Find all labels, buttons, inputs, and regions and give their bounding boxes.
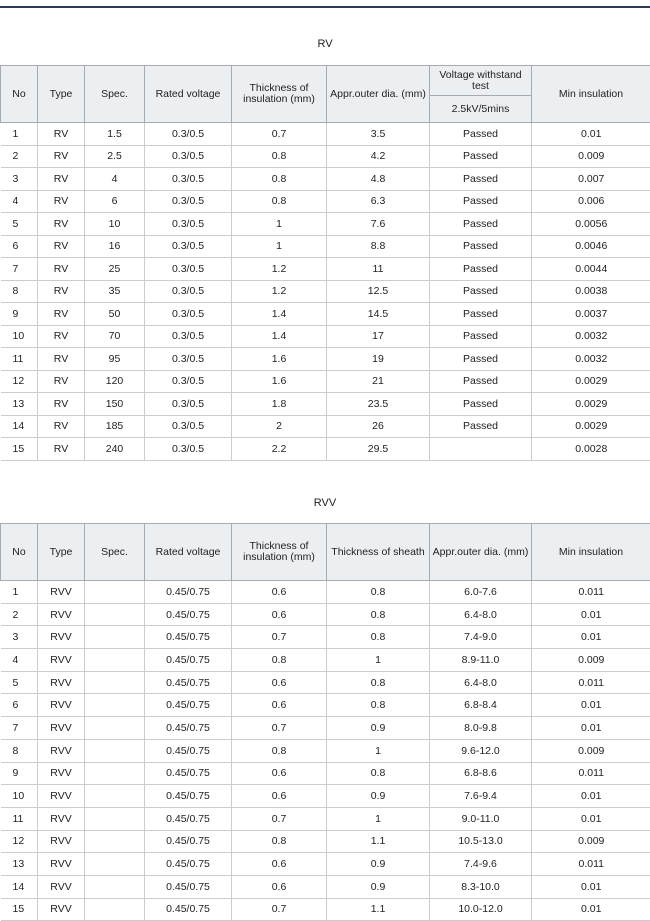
cell-thickness: 1.2 — [232, 258, 327, 281]
cell-min: 0.01 — [532, 785, 650, 808]
rv-header-thickness-insulation: Thickness of insulation (mm) — [232, 66, 327, 123]
cell-min: 0.009 — [532, 739, 650, 762]
cell-spec — [85, 830, 145, 853]
rv-header-rated-voltage: Rated voltage — [145, 66, 232, 123]
table-row — [1, 213, 650, 236]
cell-type: RV — [38, 393, 85, 416]
rvv-header-thickness-insulation: Thickness of insulation (mm) — [232, 524, 327, 581]
cell-sheath: 0.8 — [327, 694, 430, 717]
cell-voltage: 0.45/0.75 — [145, 694, 232, 717]
cell-no: 12 — [1, 830, 38, 853]
cell-min: 0.01 — [532, 123, 650, 146]
cell-thickness: 1.6 — [232, 370, 327, 393]
cell-no: 13 — [1, 393, 38, 416]
cell-min: 0.0029 — [532, 415, 650, 438]
cell-dia: 29.5 — [327, 438, 430, 461]
cell-type: RVV — [38, 603, 85, 626]
cell-dia: 7.4-9.6 — [430, 853, 532, 876]
cell-spec — [85, 671, 145, 694]
cell-sheath: 0.9 — [327, 717, 430, 740]
rvv-header-type: Type — [38, 524, 85, 581]
cell-no: 6 — [1, 694, 38, 717]
table-row — [1, 694, 650, 717]
cell-thickness: 0.8 — [232, 190, 327, 213]
cell-min: 0.0037 — [532, 303, 650, 326]
cell-type: RV — [38, 235, 85, 258]
cell-voltage: 0.3/0.5 — [145, 168, 232, 191]
cell-dia: 19 — [327, 348, 430, 371]
rvv-table — [0, 523, 650, 921]
cell-voltage: 0.3/0.5 — [145, 303, 232, 326]
cell-min: 0.01 — [532, 603, 650, 626]
cell-type: RV — [38, 370, 85, 393]
cell-spec — [85, 603, 145, 626]
cell-thickness: 2 — [232, 415, 327, 438]
cell-dia: 6.3 — [327, 190, 430, 213]
cell-type: RV — [38, 168, 85, 191]
cell-sheath: 0.8 — [327, 581, 430, 604]
cell-sheath: 0.8 — [327, 603, 430, 626]
cell-spec: 16 — [85, 235, 145, 258]
cell-spec — [85, 785, 145, 808]
cell-no: 11 — [1, 807, 38, 830]
cell-no: 10 — [1, 325, 38, 348]
cell-no: 15 — [1, 438, 38, 461]
cell-no: 9 — [1, 762, 38, 785]
cell-voltage: 0.3/0.5 — [145, 190, 232, 213]
rvv-header-no: No — [1, 524, 38, 581]
cell-spec: 95 — [85, 348, 145, 371]
cell-ins: 0.6 — [232, 762, 327, 785]
cell-thickness: 1.4 — [232, 325, 327, 348]
cell-spec — [85, 626, 145, 649]
rvv-header-thickness-sheath: Thickness of sheath — [327, 524, 430, 581]
cell-dia: 12.5 — [327, 280, 430, 303]
cell-voltage: 0.45/0.75 — [145, 830, 232, 853]
cell-voltage: 0.3/0.5 — [145, 348, 232, 371]
cell-test — [430, 438, 532, 461]
cell-type: RVV — [38, 807, 85, 830]
rvv-header-min-insulation: Min insulation — [532, 524, 650, 581]
cell-voltage: 0.3/0.5 — [145, 258, 232, 281]
cell-type: RVV — [38, 830, 85, 853]
cell-test: Passed — [430, 235, 532, 258]
rv-header-type: Type — [38, 66, 85, 123]
table-row — [1, 626, 650, 649]
table-row — [1, 415, 650, 438]
cell-min: 0.0028 — [532, 438, 650, 461]
cell-no: 2 — [1, 145, 38, 168]
table-row — [1, 875, 650, 898]
table-row — [1, 671, 650, 694]
table-row — [1, 348, 650, 371]
rvv-caption: RVV — [0, 497, 650, 509]
table-row — [1, 370, 650, 393]
cell-min: 0.0032 — [532, 348, 650, 371]
cell-spec: 185 — [85, 415, 145, 438]
table-row — [1, 717, 650, 740]
cell-test: Passed — [430, 123, 532, 146]
cell-sheath: 0.9 — [327, 785, 430, 808]
table-row — [1, 438, 650, 461]
cell-voltage: 0.45/0.75 — [145, 626, 232, 649]
cell-no: 15 — [1, 898, 38, 921]
cell-test: Passed — [430, 415, 532, 438]
cell-no: 8 — [1, 739, 38, 762]
cell-dia: 10.5-13.0 — [430, 830, 532, 853]
cell-sheath: 1.1 — [327, 830, 430, 853]
cell-no: 11 — [1, 348, 38, 371]
cell-ins: 0.8 — [232, 739, 327, 762]
table-row — [1, 258, 650, 281]
cell-ins: 0.6 — [232, 671, 327, 694]
cell-sheath: 1 — [327, 649, 430, 672]
cell-type: RV — [38, 325, 85, 348]
cell-dia: 7.6-9.4 — [430, 785, 532, 808]
cell-ins: 0.7 — [232, 626, 327, 649]
cell-spec — [85, 762, 145, 785]
cell-test: Passed — [430, 325, 532, 348]
rv-caption: RV — [0, 38, 650, 50]
cell-test: Passed — [430, 393, 532, 416]
rv-header-outer-dia: Appr.outer dia. (mm) — [327, 66, 430, 123]
cell-min: 0.009 — [532, 649, 650, 672]
table-row — [1, 123, 650, 146]
cell-ins: 0.6 — [232, 603, 327, 626]
cell-no: 14 — [1, 875, 38, 898]
cell-dia: 6.4-8.0 — [430, 603, 532, 626]
cell-type: RVV — [38, 581, 85, 604]
cell-voltage: 0.45/0.75 — [145, 739, 232, 762]
cell-min: 0.01 — [532, 694, 650, 717]
table-row — [1, 168, 650, 191]
cell-type: RV — [38, 348, 85, 371]
cell-spec — [85, 739, 145, 762]
rv-header-min-insulation: Min insulation — [532, 66, 650, 123]
cell-thickness: 0.8 — [232, 168, 327, 191]
cell-test: Passed — [430, 213, 532, 236]
cell-spec: 1.5 — [85, 123, 145, 146]
cell-spec: 4 — [85, 168, 145, 191]
cell-dia: 23.5 — [327, 393, 430, 416]
rv-header-voltage-test-sub: 2.5kV/5mins — [430, 96, 532, 123]
cell-dia: 7.6 — [327, 213, 430, 236]
cell-dia: 8.8 — [327, 235, 430, 258]
cell-voltage: 0.45/0.75 — [145, 581, 232, 604]
top-rule — [0, 6, 650, 8]
rvv-table-body — [1, 581, 650, 921]
cell-dia: 9.6-12.0 — [430, 739, 532, 762]
cell-no: 9 — [1, 303, 38, 326]
cell-min: 0.011 — [532, 671, 650, 694]
cell-voltage: 0.3/0.5 — [145, 145, 232, 168]
cell-type: RVV — [38, 875, 85, 898]
rvv-header-outer-dia: Appr.outer dia. (mm) — [430, 524, 532, 581]
table-row — [1, 280, 650, 303]
cell-dia: 6.8-8.6 — [430, 762, 532, 785]
cell-spec — [85, 807, 145, 830]
cell-min: 0.0029 — [532, 370, 650, 393]
cell-type: RVV — [38, 671, 85, 694]
table-row — [1, 762, 650, 785]
table-row — [1, 190, 650, 213]
cell-voltage: 0.3/0.5 — [145, 325, 232, 348]
cell-type: RVV — [38, 626, 85, 649]
table-row — [1, 649, 650, 672]
cell-spec — [85, 898, 145, 921]
cell-ins: 0.8 — [232, 830, 327, 853]
cell-no: 3 — [1, 626, 38, 649]
cell-test: Passed — [430, 280, 532, 303]
cell-ins: 0.7 — [232, 807, 327, 830]
cell-voltage: 0.3/0.5 — [145, 213, 232, 236]
table-row — [1, 830, 650, 853]
cell-thickness: 1.6 — [232, 348, 327, 371]
cell-no: 5 — [1, 213, 38, 236]
table-row — [1, 581, 650, 604]
cell-spec — [85, 581, 145, 604]
cell-dia: 10.0-12.0 — [430, 898, 532, 921]
table-row — [1, 807, 650, 830]
cell-type: RV — [38, 415, 85, 438]
cell-min: 0.01 — [532, 875, 650, 898]
cell-voltage: 0.45/0.75 — [145, 603, 232, 626]
cell-dia: 7.4-9.0 — [430, 626, 532, 649]
cell-min: 0.0044 — [532, 258, 650, 281]
cell-spec: 25 — [85, 258, 145, 281]
cell-dia: 17 — [327, 325, 430, 348]
cell-spec: 150 — [85, 393, 145, 416]
cell-no: 10 — [1, 785, 38, 808]
cell-test: Passed — [430, 258, 532, 281]
cell-no: 4 — [1, 190, 38, 213]
cell-dia: 9.0-11.0 — [430, 807, 532, 830]
cell-type: RV — [38, 190, 85, 213]
cell-thickness: 0.7 — [232, 123, 327, 146]
cell-type: RV — [38, 438, 85, 461]
cell-ins: 0.6 — [232, 694, 327, 717]
cell-spec: 70 — [85, 325, 145, 348]
cell-min: 0.01 — [532, 807, 650, 830]
cell-min: 0.0046 — [532, 235, 650, 258]
cell-ins: 0.8 — [232, 649, 327, 672]
cell-min: 0.009 — [532, 145, 650, 168]
cell-ins: 0.7 — [232, 898, 327, 921]
cell-min: 0.0029 — [532, 393, 650, 416]
cell-no: 1 — [1, 123, 38, 146]
cell-test: Passed — [430, 168, 532, 191]
cell-voltage: 0.3/0.5 — [145, 438, 232, 461]
cell-no: 1 — [1, 581, 38, 604]
cell-spec — [85, 875, 145, 898]
cell-voltage: 0.45/0.75 — [145, 762, 232, 785]
table-row — [1, 235, 650, 258]
cell-type: RV — [38, 280, 85, 303]
rvv-header-rated-voltage: Rated voltage — [145, 524, 232, 581]
cell-sheath: 1 — [327, 739, 430, 762]
cell-no: 12 — [1, 370, 38, 393]
cell-type: RVV — [38, 898, 85, 921]
cell-type: RVV — [38, 785, 85, 808]
table-row — [1, 785, 650, 808]
cell-dia: 6.0-7.6 — [430, 581, 532, 604]
cell-no: 7 — [1, 258, 38, 281]
cell-type: RVV — [38, 717, 85, 740]
cell-spec: 10 — [85, 213, 145, 236]
cell-sheath: 0.8 — [327, 671, 430, 694]
rvv-header-spec: Spec. — [85, 524, 145, 581]
cell-voltage: 0.45/0.75 — [145, 785, 232, 808]
cell-type: RVV — [38, 649, 85, 672]
cell-sheath: 1.1 — [327, 898, 430, 921]
cell-ins: 0.6 — [232, 853, 327, 876]
rv-header-voltage-test: Voltage withstand test — [430, 66, 532, 96]
cell-sheath: 1 — [327, 807, 430, 830]
cell-no: 2 — [1, 603, 38, 626]
cell-thickness: 2.2 — [232, 438, 327, 461]
cell-no: 6 — [1, 235, 38, 258]
cell-no: 4 — [1, 649, 38, 672]
cell-test: Passed — [430, 190, 532, 213]
cell-test: Passed — [430, 370, 532, 393]
cell-min: 0.009 — [532, 830, 650, 853]
cell-voltage: 0.45/0.75 — [145, 671, 232, 694]
cell-voltage: 0.45/0.75 — [145, 717, 232, 740]
cell-no: 13 — [1, 853, 38, 876]
cell-no: 14 — [1, 415, 38, 438]
cell-ins: 0.7 — [232, 717, 327, 740]
cell-dia: 4.2 — [327, 145, 430, 168]
rv-table — [0, 65, 650, 461]
table-row — [1, 393, 650, 416]
cell-thickness: 1.2 — [232, 280, 327, 303]
cell-type: RV — [38, 258, 85, 281]
cell-ins: 0.6 — [232, 875, 327, 898]
cell-voltage: 0.3/0.5 — [145, 280, 232, 303]
cell-thickness: 0.8 — [232, 145, 327, 168]
cell-spec: 240 — [85, 438, 145, 461]
cell-spec — [85, 649, 145, 672]
cell-sheath: 0.9 — [327, 875, 430, 898]
cell-dia: 14.5 — [327, 303, 430, 326]
cell-spec — [85, 853, 145, 876]
cell-spec: 35 — [85, 280, 145, 303]
cell-dia: 8.9-11.0 — [430, 649, 532, 672]
cell-spec: 120 — [85, 370, 145, 393]
cell-voltage: 0.3/0.5 — [145, 415, 232, 438]
cell-ins: 0.6 — [232, 785, 327, 808]
cell-min: 0.01 — [532, 898, 650, 921]
cell-thickness: 1 — [232, 235, 327, 258]
cell-type: RVV — [38, 762, 85, 785]
cell-type: RV — [38, 213, 85, 236]
table-row — [1, 603, 650, 626]
table-row — [1, 898, 650, 921]
cell-min: 0.006 — [532, 190, 650, 213]
cell-no: 7 — [1, 717, 38, 740]
cell-dia: 8.0-9.8 — [430, 717, 532, 740]
cell-dia: 6.8-8.4 — [430, 694, 532, 717]
cell-min: 0.007 — [532, 168, 650, 191]
cell-spec: 6 — [85, 190, 145, 213]
rv-header-spec: Spec. — [85, 66, 145, 123]
cell-spec: 2.5 — [85, 145, 145, 168]
cell-voltage: 0.3/0.5 — [145, 370, 232, 393]
cell-dia: 11 — [327, 258, 430, 281]
cell-voltage: 0.45/0.75 — [145, 875, 232, 898]
cell-spec — [85, 694, 145, 717]
cell-type: RVV — [38, 694, 85, 717]
cell-type: RV — [38, 303, 85, 326]
cell-thickness: 1.4 — [232, 303, 327, 326]
table-row — [1, 853, 650, 876]
table-row — [1, 145, 650, 168]
table-row — [1, 739, 650, 762]
cell-test: Passed — [430, 303, 532, 326]
cell-thickness: 1.8 — [232, 393, 327, 416]
cell-spec: 50 — [85, 303, 145, 326]
cell-dia: 26 — [327, 415, 430, 438]
cell-no: 3 — [1, 168, 38, 191]
cell-min: 0.011 — [532, 762, 650, 785]
table-row — [1, 303, 650, 326]
rv-header-no: No — [1, 66, 38, 123]
cell-type: RVV — [38, 739, 85, 762]
cell-voltage: 0.3/0.5 — [145, 123, 232, 146]
cell-min: 0.01 — [532, 626, 650, 649]
cell-min: 0.011 — [532, 853, 650, 876]
cell-dia: 8.3-10.0 — [430, 875, 532, 898]
table-row — [1, 325, 650, 348]
cell-voltage: 0.3/0.5 — [145, 235, 232, 258]
cell-voltage: 0.3/0.5 — [145, 393, 232, 416]
cell-min: 0.0032 — [532, 325, 650, 348]
cell-min: 0.0056 — [532, 213, 650, 236]
cell-type: RVV — [38, 853, 85, 876]
cell-type: RV — [38, 123, 85, 146]
cell-type: RV — [38, 145, 85, 168]
cell-dia: 4.8 — [327, 168, 430, 191]
cell-sheath: 0.8 — [327, 762, 430, 785]
cell-voltage: 0.45/0.75 — [145, 807, 232, 830]
cell-voltage: 0.45/0.75 — [145, 898, 232, 921]
cell-test: Passed — [430, 348, 532, 371]
cell-dia: 3.5 — [327, 123, 430, 146]
rv-table-body — [1, 123, 650, 461]
cell-min: 0.01 — [532, 717, 650, 740]
cell-sheath: 0.8 — [327, 626, 430, 649]
cell-no: 5 — [1, 671, 38, 694]
cell-voltage: 0.45/0.75 — [145, 853, 232, 876]
cell-min: 0.011 — [532, 581, 650, 604]
cell-min: 0.0038 — [532, 280, 650, 303]
cell-dia: 21 — [327, 370, 430, 393]
cell-no: 8 — [1, 280, 38, 303]
cell-spec — [85, 717, 145, 740]
cell-dia: 6.4-8.0 — [430, 671, 532, 694]
cell-ins: 0.6 — [232, 581, 327, 604]
cell-thickness: 1 — [232, 213, 327, 236]
cell-voltage: 0.45/0.75 — [145, 649, 232, 672]
cell-test: Passed — [430, 145, 532, 168]
cell-sheath: 0.9 — [327, 853, 430, 876]
